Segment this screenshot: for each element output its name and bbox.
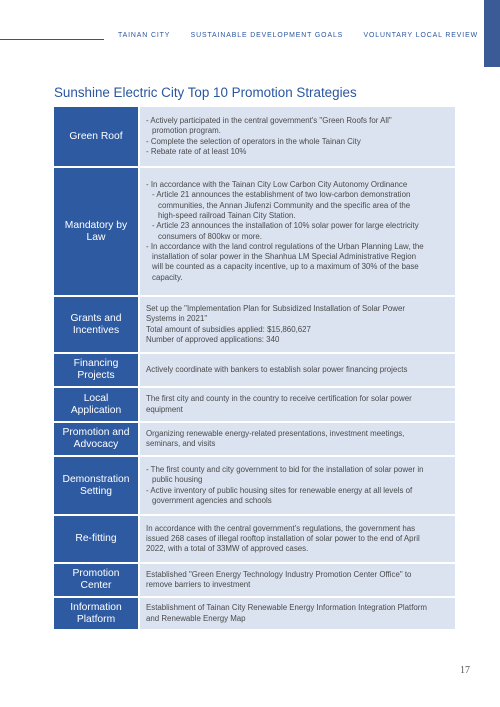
- strategy-row: [54, 107, 455, 166]
- page-number: 17: [460, 665, 470, 676]
- description-line: - Article 23 announces the installation of 10% solar power for large electricity: [152, 221, 419, 231]
- strategy-row: [54, 564, 455, 596]
- description-line: - Article 21 announces the establishment of two low-carbon demonstration: [152, 190, 411, 200]
- description-line: public housing: [152, 475, 203, 485]
- strategy-description: [140, 516, 455, 562]
- description-line: In accordance with the central government's regulations, the government has: [146, 523, 416, 533]
- description-line: The first city and county in the country to receive certification for solar power: [146, 394, 412, 404]
- strategy-description: [140, 457, 455, 514]
- strategy-description: [140, 388, 455, 421]
- strategy-description: [140, 598, 455, 629]
- description-line: capacity.: [152, 272, 183, 282]
- header-review: VOLUNTARY LOCAL REVIEW: [363, 32, 478, 39]
- description-line: - In accordance with the Tainan City Low Carbon City Autonomy Ordinance: [146, 180, 408, 190]
- description-line: Set up the "Implementation Plan for Subsidized Installation of Solar Power: [146, 303, 405, 313]
- strategy-description: [140, 354, 455, 386]
- description-line: installation of solar power in the Shanhua LM Special Administrative Region: [152, 252, 417, 262]
- strategy-row: [54, 598, 455, 629]
- description-line: - Actively participated in the central government's "Green Roofs for All": [146, 115, 392, 125]
- header-city: TAINAN CITY: [118, 32, 171, 39]
- header-goals: SUSTAINABLE DEVELOPMENT GOALS: [190, 32, 344, 39]
- strategy-category: Local Application: [54, 388, 138, 421]
- strategy-row: [54, 516, 455, 562]
- strategy-category: Re-fitting: [54, 516, 138, 562]
- header-rule: [0, 39, 104, 40]
- strategy-description: [140, 423, 455, 455]
- strategy-category: Green Roof: [54, 107, 138, 166]
- strategy-category: Promotion Center: [54, 564, 138, 596]
- strategy-row: [54, 388, 455, 421]
- description-line: equipment: [146, 404, 183, 414]
- description-line: Establishment of Tainan City Renewable Energy Information Integration Platform: [146, 603, 427, 613]
- corner-tab-decoration: [484, 0, 500, 67]
- description-line: Organizing renewable energy-related presentations, investment meetings,: [146, 428, 405, 438]
- page-title: Sunshine Electric City Top 10 Promotion Strategies: [54, 85, 357, 100]
- description-line: Number of approved applications: 340: [146, 334, 280, 344]
- strategy-row: [54, 354, 455, 386]
- description-line: Actively coordinate with bankers to establish solar power financing projects: [146, 364, 408, 374]
- strategy-table: [54, 107, 455, 629]
- description-line: Systems in 2021": [146, 314, 208, 324]
- description-line: government agencies and schools: [152, 495, 272, 505]
- description-line: communities, the Annan Jiufenzi Community and the specific area of the: [158, 200, 411, 210]
- strategy-category: Grants and Incentives: [54, 297, 138, 352]
- strategy-category: Mandatory by Law: [54, 168, 138, 295]
- strategy-row: [54, 457, 455, 514]
- strategy-description: [140, 564, 455, 596]
- description-line: issued 268 cases of illegal rooftop installation of solar power to the end of April: [146, 533, 420, 543]
- strategy-description: [140, 107, 455, 166]
- description-line: consumers of 800kw or more.: [158, 231, 262, 241]
- description-line: 2022, with a total of 33MW of approved cases.: [146, 544, 309, 554]
- strategy-description: [140, 297, 455, 352]
- description-line: remove barriers to investment: [146, 580, 251, 589]
- description-line: and Renewable Energy Map: [146, 613, 246, 623]
- description-line: - Complete the selection of operators in the whole Tainan City: [146, 136, 361, 146]
- strategy-category: Promotion and Advocacy: [54, 423, 138, 455]
- description-line: Total amount of subsidies applied: $15,860,627: [146, 324, 311, 334]
- description-line: - The first county and city government to bid for the installation of solar power in: [146, 464, 424, 474]
- description-line: Established "Green Energy Technology Industry Promotion Center Office" to: [146, 569, 412, 579]
- strategy-row: [54, 297, 455, 352]
- description-line: - In accordance with the land control regulations of the Urban Planning Law, the: [146, 241, 424, 251]
- description-line: seminars, and visits: [146, 439, 216, 448]
- description-line: promotion program.: [152, 126, 221, 136]
- strategy-row: [54, 423, 455, 455]
- strategy-category: Information Platform: [54, 598, 138, 629]
- strategy-row: [54, 168, 455, 295]
- strategy-description: [140, 168, 455, 295]
- strategy-category: Financing Projects: [54, 354, 138, 386]
- description-line: will be counted as a capacity incentive, up to a maximum of 30% of the base: [152, 262, 419, 272]
- description-line: - Rebate rate of at least 10%: [146, 146, 247, 156]
- description-line: high-speed railroad Tainan City Station.: [158, 210, 296, 220]
- running-header: [118, 32, 478, 39]
- strategy-category: Demonstration Setting: [54, 457, 138, 514]
- description-line: - Active inventory of public housing sites for renewable energy at all levels of: [146, 485, 413, 495]
